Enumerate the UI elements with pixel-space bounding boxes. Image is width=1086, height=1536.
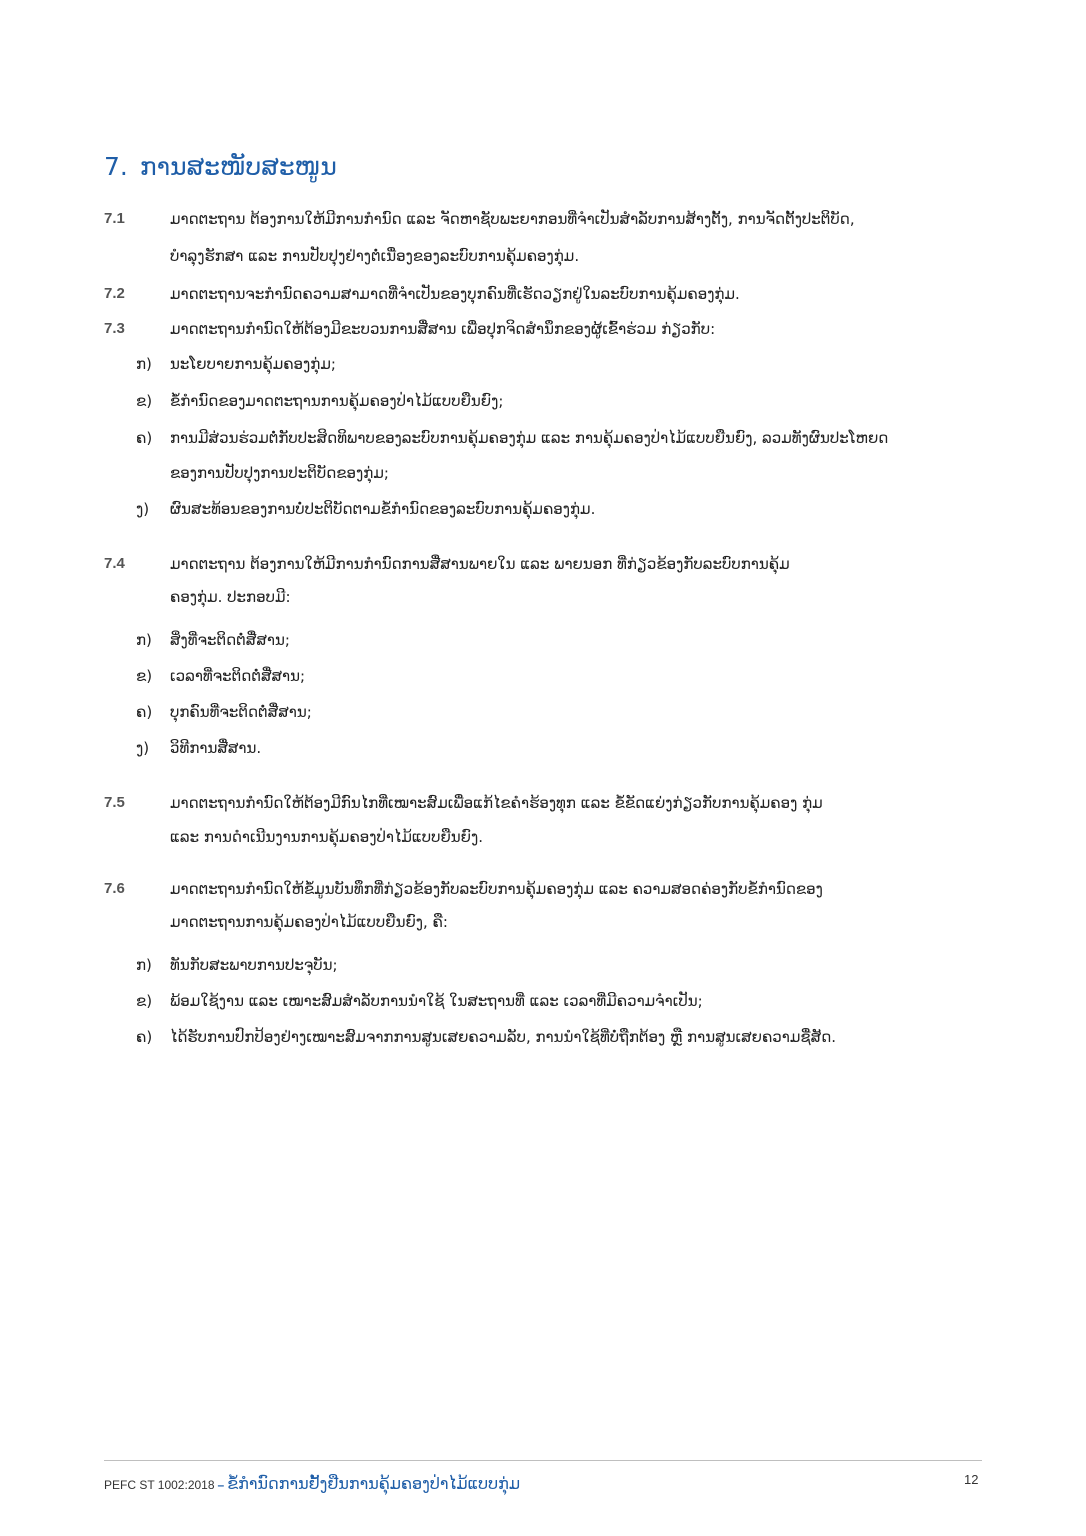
clause-text-line: ຄອງກຸ່ມ. ປະກອບມີ:: [170, 588, 291, 606]
list-item-text: ຜົນສະທ້ອນຂອງການບໍ່ປະຕິບັດຕາມຂໍ້ກຳນົດຂອງລະບົບການຄຸ້ມຄອງກຸ່ມ.: [170, 500, 596, 518]
clause-text-line: ມາດຕະຖານກຳນົດໃຫ້ຕ້ອງມີຂະບວນການສື່ສານ ເພື່ອປຸກຈິດສຳນຶກຂອງຜູ້ເຂົ້າຮ່ວມ ກ່ຽວກັບ:: [170, 320, 716, 338]
list-item-text: ທັນກັບສະພາບການປະຈຸບັນ;: [170, 956, 338, 974]
list-item-text: ນະໂຍບາຍການຄຸ້ມຄອງກຸ່ມ;: [170, 355, 336, 373]
list-item-label: ຄ): [136, 703, 153, 721]
list-item-text: ຂອງການປັບປຸງການປະຕິບັດຂອງກຸ່ມ;: [170, 464, 389, 482]
clause-text-line: ມາດຕະຖານກຳນົດໃຫ້ຂໍ້ມູນບັນທຶກທີ່ກ່ຽວຂ້ອງກັບລະບົບການຄຸ້ມຄອງກຸ່ມ ແລະ ຄວາມສອດຄ່ອງກັບຂໍ້ກຳນົດຂອງ: [170, 880, 823, 898]
list-item-text: ບຸກຄົນທີ່ຈະຕິດຕໍ່ສື່ສານ;: [170, 703, 312, 721]
clause-text-line: ມາດຕະຖານຈະກຳນົດຄວາມສາມາດທີ່ຈຳເປັນຂອງບຸກຄົນທີ່ເຮັດວຽກຢູ່ໃນລະບົບການຄຸ້ມຄອງກຸ່ມ.: [170, 285, 740, 303]
list-item-label: ກ): [136, 355, 152, 373]
clause-number: 7.2: [104, 285, 125, 302]
clause-text-line: ມາດຕະຖານ ຕ້ອງການໃຫ້ມີການກຳນົດການສື່ສານພາຍໃນ ແລະ ພາຍນອກ ທີ່ກ່ຽວຂ້ອງກັບລະບົບການຄຸ້ມ: [170, 555, 790, 573]
clause-number: 7.3: [104, 320, 125, 337]
clause-text-line: ມາດຕະຖານ ຕ້ອງການໃຫ້ມີການກຳນົດ ແລະ ຈັດຫາຊັບພະຍາກອນທີ່ຈຳເປັນສຳລັບການສ້າງຕັ້ງ, ການຈັດຕັ້ງປະຕິບັດ,: [170, 210, 855, 228]
clause-text-line: ບຳລຸງຮັກສາ ແລະ ການປັບປຸງຢ່າງຕໍ່ເນື່ອງຂອງລະບົບການຄຸ້ມຄອງກຸ່ມ.: [170, 247, 580, 265]
list-item-text: ໄດ້ຮັບການປົກປ້ອງຢ່າງເໝາະສົມຈາກການສູນເສຍຄວາມລັບ, ການນຳໃຊ້ທີ່ບໍ່ຖືກຕ້ອງ ຫຼື ການສູນເສຍຄວາມຊື່ສັດ.: [170, 1028, 837, 1046]
clause-number: 7.4: [104, 555, 125, 572]
clause-number: 7.1: [104, 210, 125, 227]
list-item-label: ຂ): [136, 392, 153, 410]
section-title: [104, 152, 337, 181]
section-heading: ການສະໜັບສະໜູນ: [139, 152, 337, 181]
clause-text-line: ແລະ ການດຳເນີນງານການຄຸ້ມຄອງປ່າໄມ້ແບບຍືນຍົງ.: [170, 828, 483, 846]
footer-separator: –: [217, 1478, 225, 1492]
list-item-text: ເວລາທີ່ຈະຕິດຕໍ່ສື່ສານ;: [170, 667, 306, 685]
clause-text-line: ມາດຕະຖານກຳນົດໃຫ້ຕ້ອງມີກົນໄກທີ່ເໝາະສົມເພື່ອແກ້ໄຂຄຳຮ້ອງທຸກ ແລະ ຂໍ້ຂັດແຍ່ງກ່ຽວກັບການຄຸ້ມຄອງ ກຸ່ມ: [170, 794, 823, 812]
list-item-label: ຂ): [136, 667, 153, 685]
list-item-label: ກ): [136, 631, 152, 649]
section-number: 7.: [104, 152, 128, 181]
list-item-label: ຂ): [136, 992, 153, 1010]
footer-divider: [104, 1460, 982, 1461]
list-item-label: ງ): [136, 739, 150, 757]
list-item-label: ງ): [136, 500, 150, 518]
clause-number: 7.5: [104, 794, 125, 811]
footer-title: ຂໍ້ກຳນົດການຢັ້ງຢືນການຄຸ້ມຄອງປ່າໄມ້ແບບກຸ່ມ: [227, 1474, 521, 1493]
list-item-text: ການມີສ່ວນຮ່ວມຕໍ່ກັບປະສິດທິພາບຂອງລະບົບການຄຸ້ມຄອງກຸ່ມ ແລະ ການຄຸ້ມຄອງປ່າໄມ້ແບບຍືນຍົງ, ລວມທັງຜົນປະໂຫຍດ: [170, 429, 889, 447]
clause-text-line: ມາດຕະຖານການຄຸ້ມຄອງປ່າໄມ້ແບບຍືນຍົງ, ຄື:: [170, 913, 448, 931]
list-item-label: ກ): [136, 956, 152, 974]
list-item-text: ພ້ອມໃຊ້ງານ ແລະ ເໝາະສົມສຳລັບການນຳໃຊ້ ໃນສະຖານທີ່ ແລະ ເວລາທີ່ມີຄວາມຈຳເປັນ;: [170, 992, 703, 1010]
list-item-text: ວິທີການສື່ສານ.: [170, 739, 262, 757]
page-number: 12: [964, 1472, 979, 1487]
footer-doc-id: PEFC ST 1002:2018: [104, 1478, 215, 1492]
clause-number: 7.6: [104, 880, 125, 897]
footer-document-title: [104, 1474, 520, 1493]
list-item-label: ຄ): [136, 1028, 153, 1046]
list-item-text: ສິ່ງທີ່ຈະຕິດຕໍ່ສື່ສານ;: [170, 631, 290, 649]
list-item-label: ຄ): [136, 429, 153, 447]
list-item-text: ຂໍ້ກຳນົດຂອງມາດຕະຖານການຄຸ້ມຄອງປ່າໄມ້ແບບຍືນຍົງ;: [170, 392, 504, 410]
